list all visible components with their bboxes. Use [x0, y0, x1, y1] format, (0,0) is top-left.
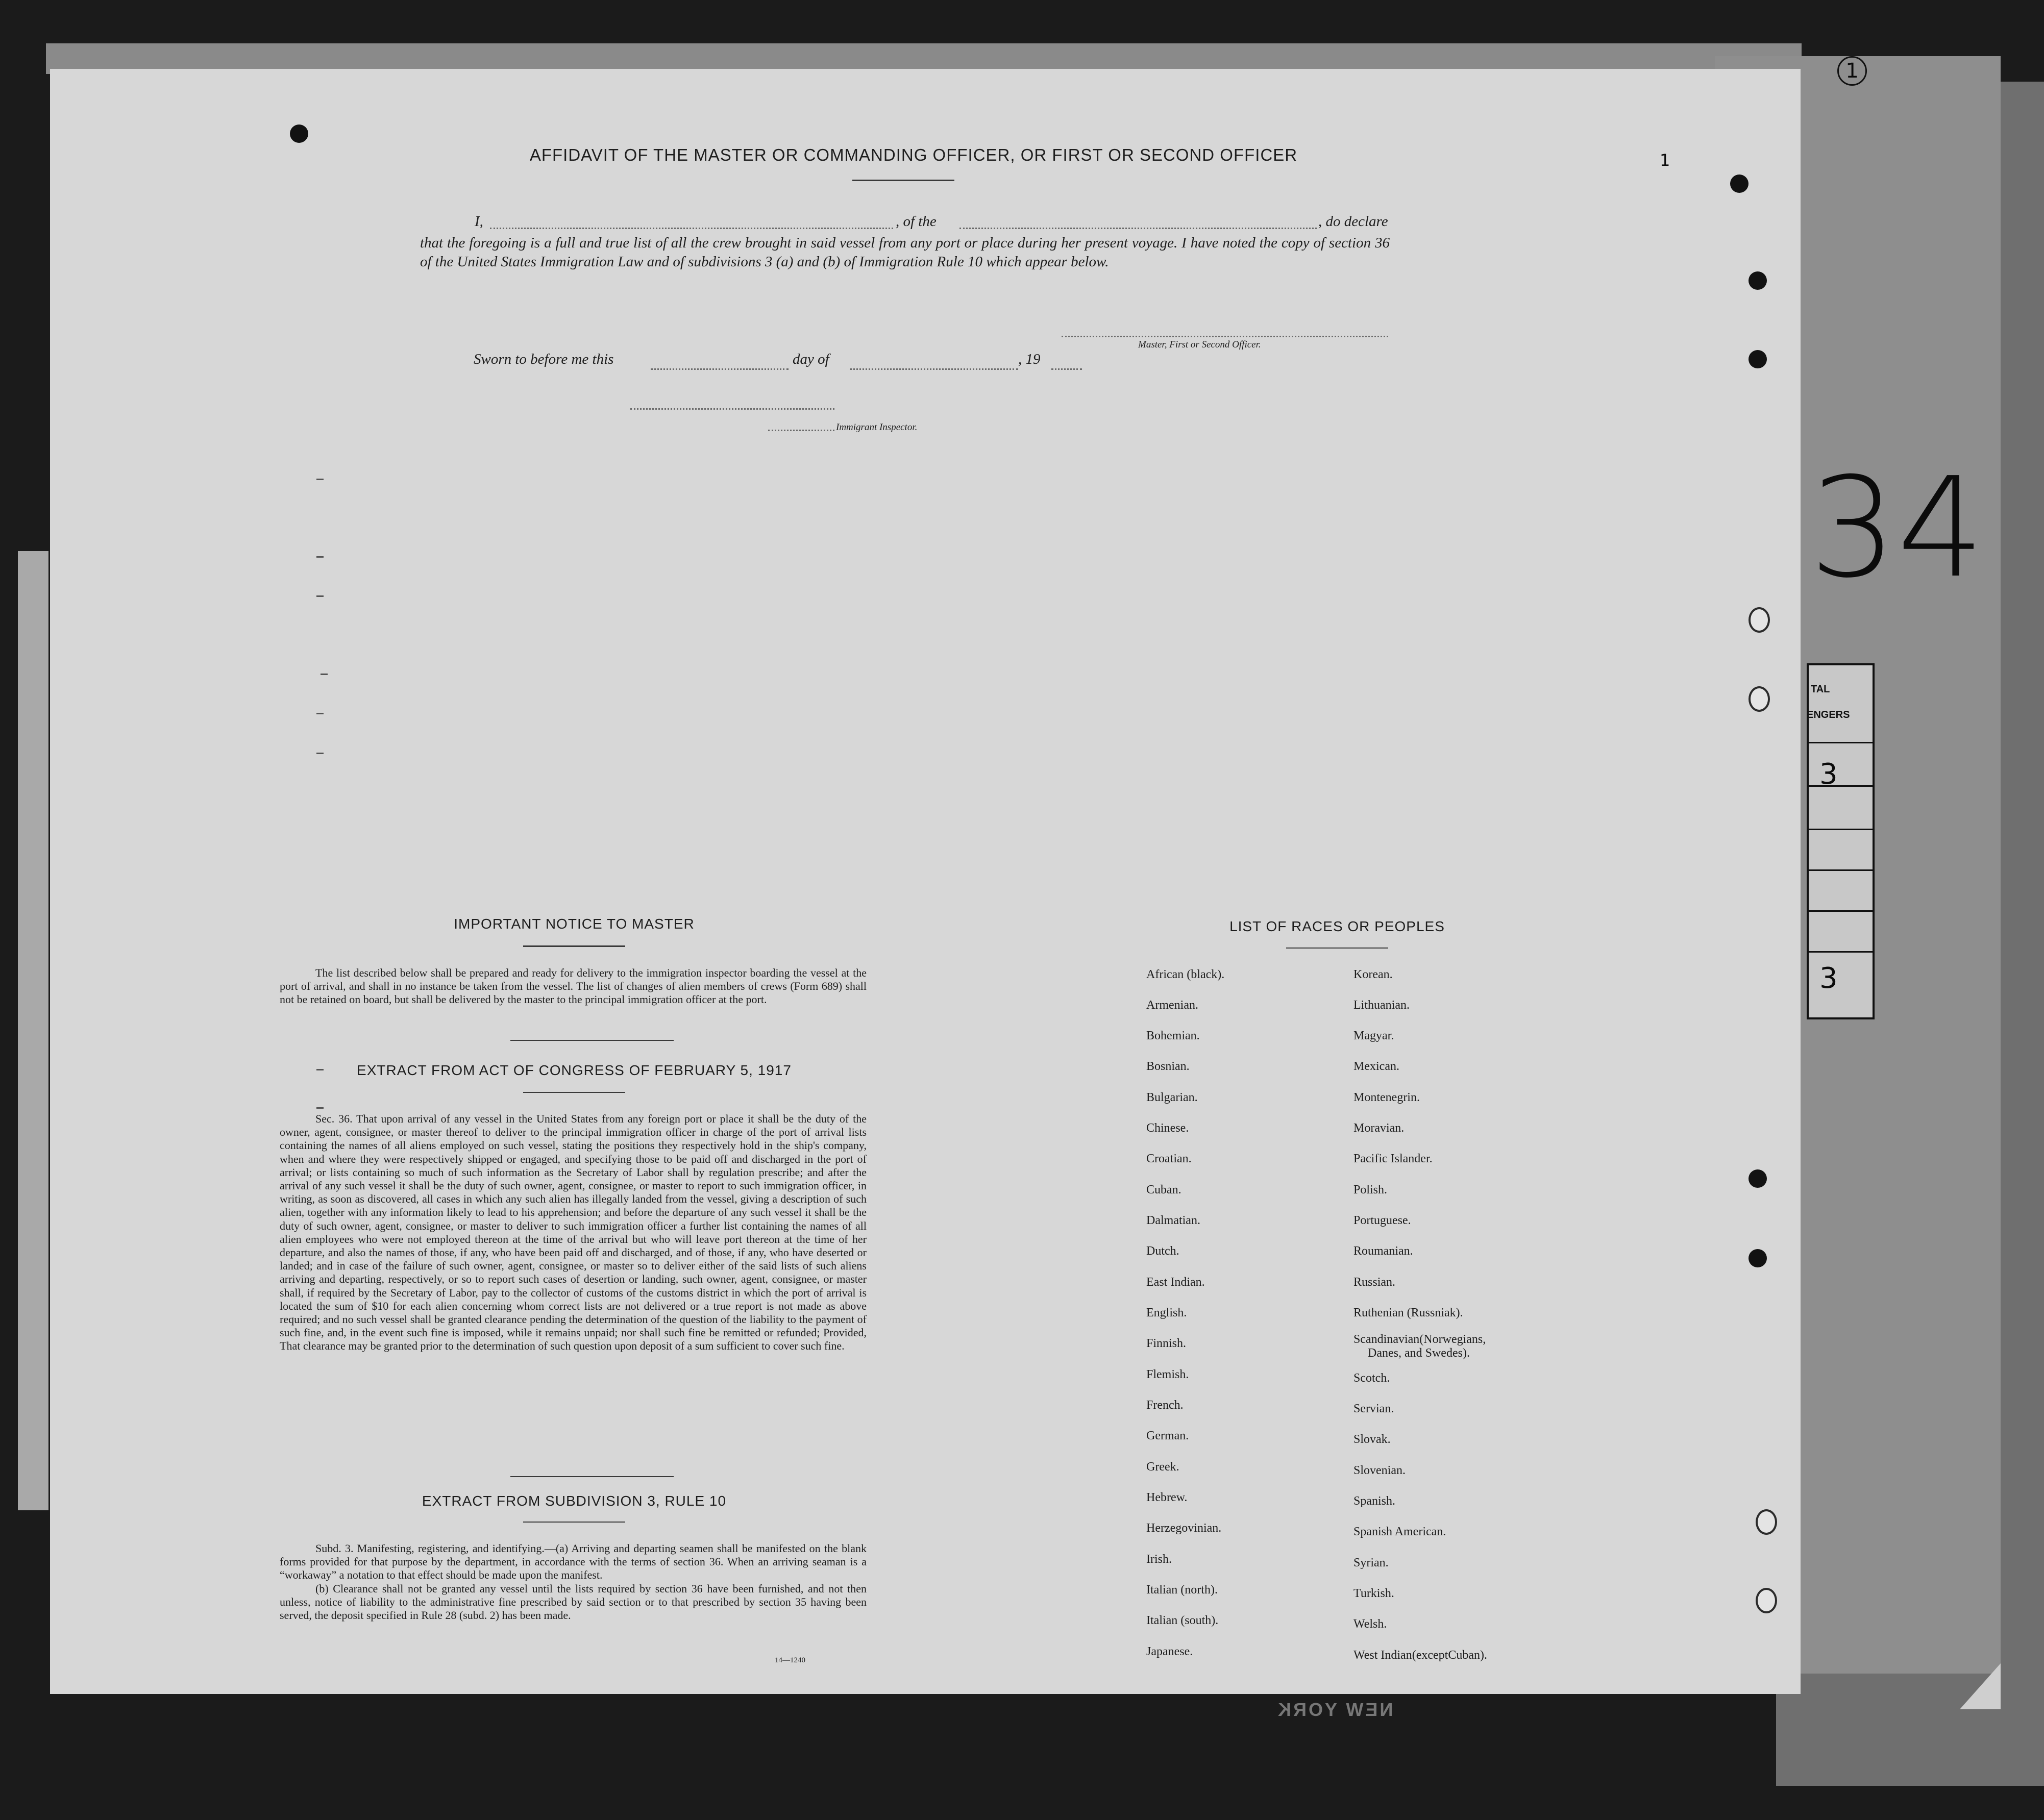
title-rule [852, 180, 954, 181]
punch-hole [1749, 1169, 1767, 1188]
race-item: Hebrew. [1146, 1491, 1188, 1504]
master-signature-field[interactable] [1062, 336, 1388, 337]
race-item: Scandinavian(Norwegians, [1353, 1333, 1486, 1346]
race-item: Finnish. [1146, 1337, 1187, 1350]
race-item: Roumanian. [1353, 1244, 1413, 1258]
sworn-day-field[interactable] [651, 368, 789, 370]
affidavit-body: that the foregoing is a full and true list of all the crew brought in said vessel from any port or place during her present voyage. I have noted the copy of section 36 of the United States Immigration Law and of subdivisions 3 (a) and (b) of Immigration Rule 10 which appear below. [420, 235, 1390, 270]
race-item: Danes, and Swedes). [1368, 1347, 1470, 1360]
notice-text [280, 966, 867, 1007]
race-item: Chinese. [1146, 1121, 1189, 1135]
race-item: African (black). [1146, 968, 1225, 981]
notice-divider [510, 1040, 674, 1041]
race-item: Scotch. [1353, 1372, 1390, 1385]
notice-heading: IMPORTANT NOTICE TO MASTER [454, 916, 695, 932]
race-item: Dutch. [1146, 1244, 1179, 1258]
rule-heading-rule [523, 1522, 625, 1523]
ring-hole [1756, 1509, 1777, 1535]
race-item: Slovenian. [1353, 1464, 1406, 1477]
race-item: Italian (north). [1146, 1583, 1218, 1597]
rule-heading: EXTRACT FROM SUBDIVISION 3, RULE 10 [422, 1493, 727, 1509]
margin-tick [321, 674, 328, 675]
race-item: Croatian. [1146, 1152, 1192, 1165]
circled-mark: 1 [1837, 56, 1867, 86]
race-item: Lithuanian. [1353, 999, 1410, 1012]
vessel-field[interactable] [959, 228, 1317, 229]
punch-hole [1730, 174, 1749, 193]
race-item: Portuguese. [1353, 1214, 1411, 1227]
margin-tick [316, 556, 324, 558]
affidavit-of-the-label: , of the [896, 213, 937, 230]
race-item: Servian. [1353, 1402, 1394, 1415]
ring-hole [1749, 686, 1770, 712]
box-value-2: 3 [1819, 962, 1838, 995]
punch-hole [1749, 271, 1767, 290]
affidavit-i-label: I, [475, 213, 483, 230]
race-item: Turkish. [1353, 1587, 1394, 1600]
affidavit-title: AFFIDAVIT OF THE MASTER OR COMMANDING OFFICER, OR FIRST OR SECOND OFFICER [529, 145, 1298, 164]
punch-hole [1749, 350, 1767, 368]
rule-paragraph-a: Subd. 3. Manifesting, registering, and identifying.—(a) Arriving and departing seamen shall be manifested on the blank forms provided for that purpose by the department, in accordance with the terms of section 36. When an arriving seaman is a “workaway” a notation to that effect should be made upon the manifest. [280, 1542, 867, 1582]
race-item: English. [1146, 1306, 1187, 1319]
sworn-label: Sworn to before me this [474, 351, 614, 367]
margin-tick [316, 713, 324, 714]
box-header-1: TAL [1811, 684, 1830, 695]
race-item: Flemish. [1146, 1368, 1189, 1381]
race-item: Mexican. [1353, 1060, 1399, 1073]
race-item: Cuban. [1146, 1183, 1181, 1196]
race-item: Spanish American. [1353, 1525, 1446, 1538]
race-item: Korean. [1353, 968, 1393, 981]
margin-tick [316, 1107, 324, 1109]
act-text [280, 1112, 867, 1353]
race-item: French. [1146, 1399, 1184, 1412]
race-item: Herzegovinian. [1146, 1522, 1222, 1535]
document-sheet [50, 69, 1801, 1694]
name-field[interactable] [490, 228, 893, 229]
race-item: Dalmatian. [1146, 1214, 1200, 1227]
race-item: Polish. [1353, 1183, 1388, 1196]
margin-tick [316, 595, 324, 597]
races-rule [1286, 948, 1388, 949]
ring-hole [1756, 1588, 1777, 1613]
act-heading: EXTRACT FROM ACT OF CONGRESS OF FEBRUARY 5, 1917 [357, 1062, 792, 1078]
margin-tick [316, 479, 324, 480]
race-item: Greek. [1146, 1460, 1179, 1474]
master-signature-label: Master, First or Second Officer. [1138, 339, 1261, 350]
punch-hole [1749, 1249, 1767, 1267]
notice-rule [523, 945, 625, 947]
race-item: West Indian(exceptCuban). [1353, 1649, 1487, 1662]
box-header-2: ENGERS [1807, 709, 1850, 720]
race-item: Ruthenian (Russniak). [1353, 1306, 1463, 1319]
page-mark: 1 [1660, 151, 1670, 170]
race-item: Magyar. [1353, 1029, 1394, 1042]
race-item: German. [1146, 1429, 1189, 1442]
day-of-label: day of [793, 351, 829, 367]
inspector-signature-field-2[interactable] [768, 430, 834, 431]
race-item: Italian (south). [1146, 1614, 1219, 1627]
race-item: Pacific Islander. [1353, 1152, 1433, 1165]
punch-hole [290, 124, 308, 143]
affidavit-declare-label: , do declare [1318, 213, 1388, 230]
notice-paragraph: The list described below shall be prepared and ready for delivery to the immigration inspector boarding the vessel at the port of arrival, and shall in no instance be taken from the vessel. The list of changes of alien members of crews (Form 689) shall not be retained on board, but shall be delivered by the master to the principal immigration officer at the port. [280, 966, 867, 1006]
margin-tick [316, 753, 324, 754]
form-number: 14—1240 [775, 1656, 805, 1664]
race-item: East Indian. [1146, 1276, 1205, 1289]
inspector-signature-label: Immigrant Inspector. [836, 422, 918, 433]
left-page-edge [18, 551, 48, 1510]
handwritten-number: 34 [1809, 447, 1985, 608]
year-label: , 19 [1018, 351, 1041, 367]
rule-paragraph-b: (b) Clearance shall not be granted any vessel until the lists required by section 36 have been furnished, and not then unless, notice of liability to the administrative fine prescribed by said section or to that prescribed by section 35 having been served, the deposit specified in Rule 28 (subd. 2) has been made. [280, 1582, 867, 1622]
act-rule [523, 1092, 625, 1093]
race-item: Montenegrin. [1353, 1091, 1420, 1104]
race-item: Bohemian. [1146, 1029, 1200, 1042]
rule-text [280, 1542, 867, 1622]
race-item: Moravian. [1353, 1121, 1405, 1135]
race-item: Bulgarian. [1146, 1091, 1198, 1104]
race-item: Russian. [1353, 1276, 1396, 1289]
race-item: Welsh. [1353, 1617, 1387, 1631]
faint-stamp: NEW YORK [1276, 1699, 1393, 1720]
box-value-1: 3 [1819, 758, 1838, 791]
page-corner [1960, 1663, 2001, 1709]
act-divider [510, 1476, 674, 1477]
ring-hole [1749, 607, 1770, 633]
race-item: Spanish. [1353, 1494, 1396, 1508]
race-item: Bosnian. [1146, 1060, 1190, 1073]
races-heading: LIST OF RACES OR PEOPLES [1229, 918, 1445, 934]
race-item: Armenian. [1146, 999, 1198, 1012]
act-paragraph: Sec. 36. That upon arrival of any vessel in the United States from any foreign port or place it shall be the duty of the owner, agent, consignee, or master thereof to deliver to the principal immigration officer in charge of the port of arrival lists containing the names of all aliens employed on such vessel, stating the positions they respectively hold in the ship's company, when and where they were respectively shipped or engaged, and specifying those to be paid off and discharged in the port of arrival; or lists containing so much of such information as the Secretary of Labor shall by regulation prescribe; and after the arrival of any such vessel it shall be the duty of such owner, agent, consignee, or master to report to such immigration officer, in writing, as soon as discovered, all cases in which any such alien has illegally landed from the vessel, giving a description of such alien, together with any information likely to lead to his apprehension; and before the departure of any such vessel it shall be the duty of such owner, agent, consignee, or master to deliver to such immigration officer a further list containing the names of all alien employees who were not employed thereon at the time of the arrival but who will leave port thereon at the time of her departure, and also the names of those, if any, who have been paid off and discharged, and of those, if any, who have deserted or landed; and in case of the failure of such owner, agent, consignee, or master so to deliver either of the said lists of such aliens arriving and departing, respectively, or so to report such cases of desertion or landing, such owner, agent, consignee, or master shall, if required by the Secretary of Labor, pay to the collector of customs of the customs district in which the port of arrival is located the sum of $10 for each alien concerning whom correct lists are not delivered or a true report is not made as above required; and no such vessel shall be granted clearance pending the determination of the question of the liability to the payment of such fine, and, in the event such fine is imposed, while it remains unpaid; nor shall such fine be remitted or refunded; Provided, That clearance may be granted prior to the determination of such question upon deposit of a sum sufficient to cover such fine. [280, 1112, 867, 1353]
inspector-signature-field[interactable] [630, 408, 834, 410]
race-item: Japanese. [1146, 1645, 1193, 1658]
race-item: Irish. [1146, 1553, 1172, 1566]
race-item: Syrian. [1353, 1556, 1389, 1569]
sworn-year-field[interactable] [1051, 368, 1082, 370]
sworn-month-field[interactable] [850, 368, 1018, 370]
race-item: Slovak. [1353, 1433, 1391, 1446]
